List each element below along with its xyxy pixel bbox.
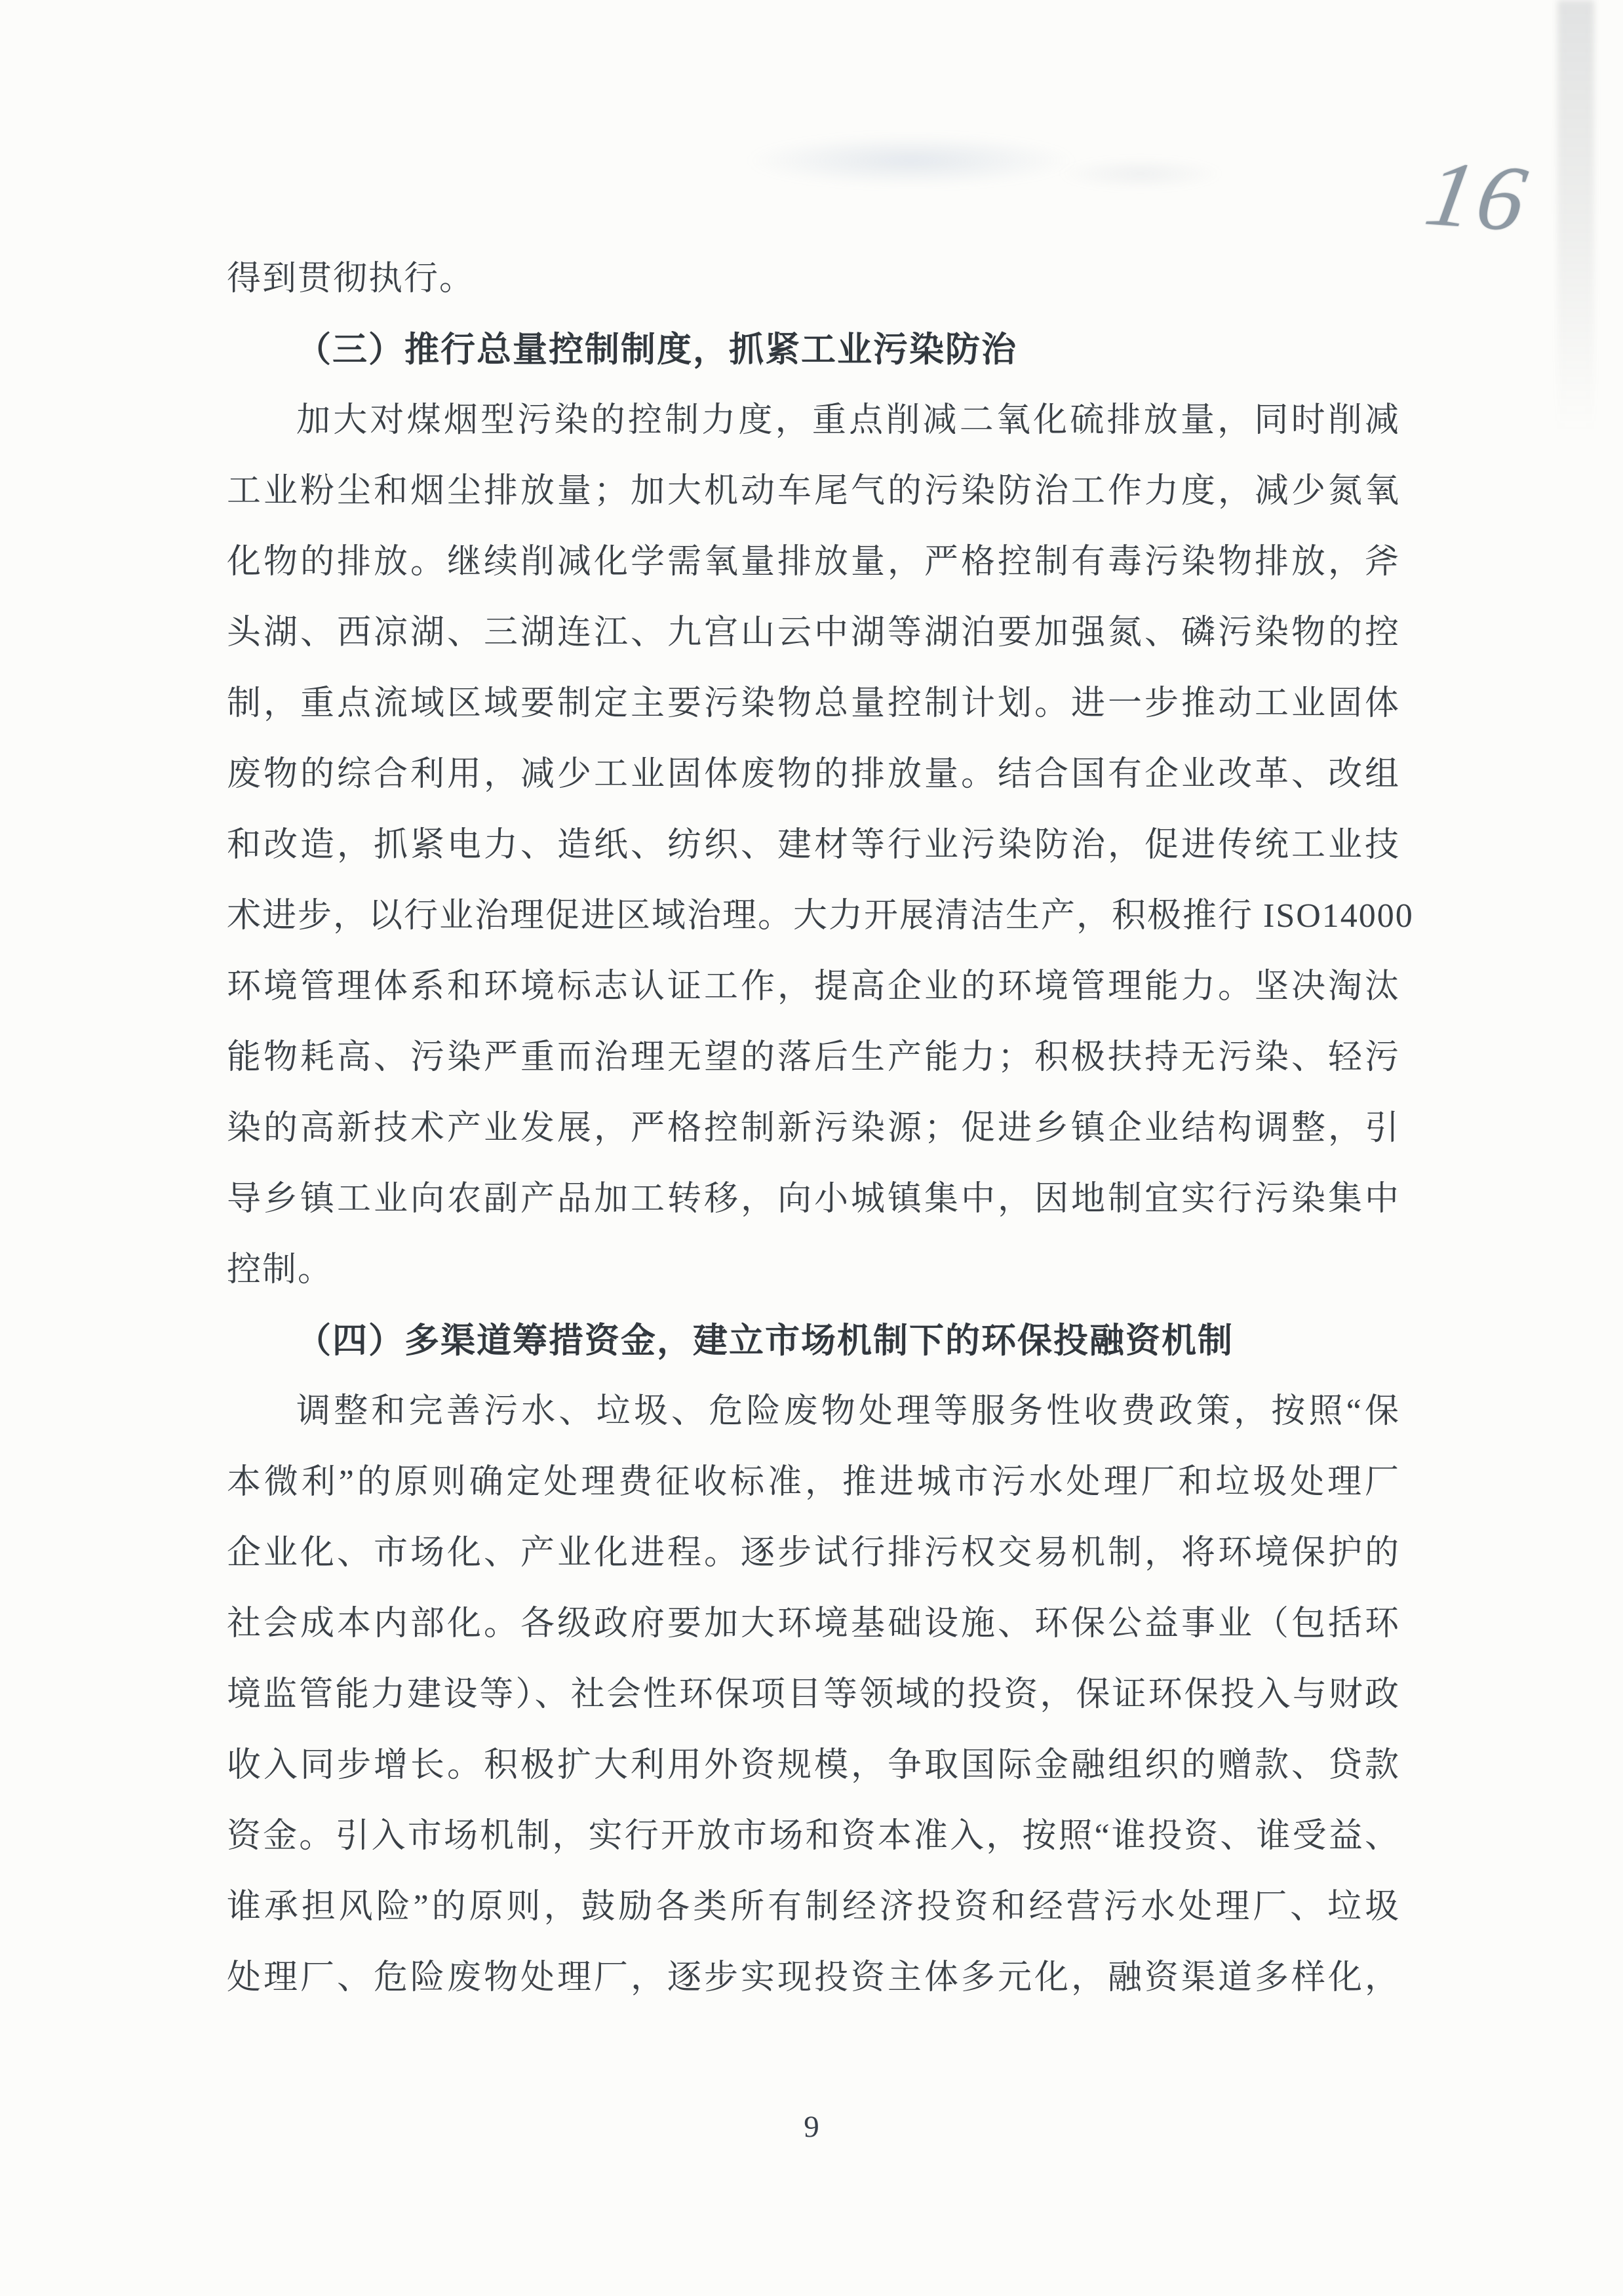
section-heading: （四）多渠道筹措资金，建立市场机制下的环保投融资机制 xyxy=(296,1322,1234,1360)
scan-smudge xyxy=(682,125,1141,197)
text-line: 头湖、西凉湖、三湖连江、九宫山云中湖等湖泊要加强氮、磷污染物的控 xyxy=(227,614,1400,652)
text-block xyxy=(227,244,1414,2014)
text-line: 资金。引入市场机制，实行开放市场和资本准入，按照“谁投资、谁受益、 xyxy=(227,1818,1400,1855)
text-line: 境监管能力建设等）、社会性环保项目等领域的投资，保证环保投入与财政 xyxy=(227,1676,1400,1713)
text-line: 控制。 xyxy=(227,1251,334,1289)
text-line: 收入同步增长。积极扩大利用外资规模，争取国际金融组织的赠款、贷款 xyxy=(227,1747,1400,1784)
text-line: 化物的排放。继续削减化学需氧量排放量，严格控制有毒污染物排放，斧 xyxy=(227,543,1400,581)
scan-smudge-small xyxy=(1023,151,1259,197)
scan-edge-shadow xyxy=(1557,0,1594,433)
text-line: 谁承担风险”的原则，鼓励各类所有制经济投资和经营污水处理厂、垃圾 xyxy=(227,1888,1400,1926)
text-line: 本微利”的原则确定处理费征收标准，推进城市污水处理厂和垃圾处理厂 xyxy=(227,1464,1400,1501)
text-line: 术进步，以行业治理促进区域治理。大力开展清洁生产，积极推行 ISO14000 xyxy=(227,897,1414,935)
page-number: 9 xyxy=(804,2110,819,2144)
text-line: 调整和完善污水、垃圾、危险废物处理等服务性收费政策，按照“保 xyxy=(296,1393,1400,1430)
text-line: 工业粉尘和烟尘排放量；加大机动车尾气的污染防治工作力度，减少氮氧 xyxy=(227,473,1400,510)
text-line: 得到贯彻执行。 xyxy=(227,260,475,298)
section-heading: （三）推行总量控制制度，抓紧工业污染防治 xyxy=(296,331,1017,369)
text-line: 环境管理体系和环境标志认证工作，提高企业的环境管理能力。坚决淘汰 xyxy=(227,968,1400,1005)
text-line: 社会成本内部化。各级政府要加大环境基础设施、环保公益事业（包括环 xyxy=(227,1605,1400,1643)
text-line: 加大对煤烟型污染的控制力度，重点削减二氧化硫排放量，同时削减 xyxy=(296,402,1400,439)
text-line: 处理厂、危险废物处理厂，逐步实现投资主体多元化，融资渠道多样化， xyxy=(227,1959,1400,1996)
text-line: 制，重点流域区域要制定主要污染物总量控制计划。进一步推动工业固体 xyxy=(227,685,1400,722)
handwritten-page-note: 16 xyxy=(1418,141,1538,251)
text-line: 染的高新技术产业发展，严格控制新污染源；促进乡镇企业结构调整，引 xyxy=(227,1110,1400,1147)
text-line: 和改造，抓紧电力、造纸、纺织、建材等行业污染防治，促进传统工业技 xyxy=(227,827,1400,864)
text-line: 废物的综合利用，减少工业固体废物的排放量。结合国有企业改革、改组 xyxy=(227,756,1400,793)
text-line: 导乡镇工业向农副产品加工转移，向小城镇集中，因地制宜实行污染集中 xyxy=(227,1180,1400,1218)
text-line: 能物耗高、污染严重而治理无望的落后生产能力；积极扶持无污染、轻污 xyxy=(227,1039,1400,1076)
text-line: 企业化、市场化、产业化进程。逐步试行排污权交易机制，将环境保护的 xyxy=(227,1534,1400,1572)
